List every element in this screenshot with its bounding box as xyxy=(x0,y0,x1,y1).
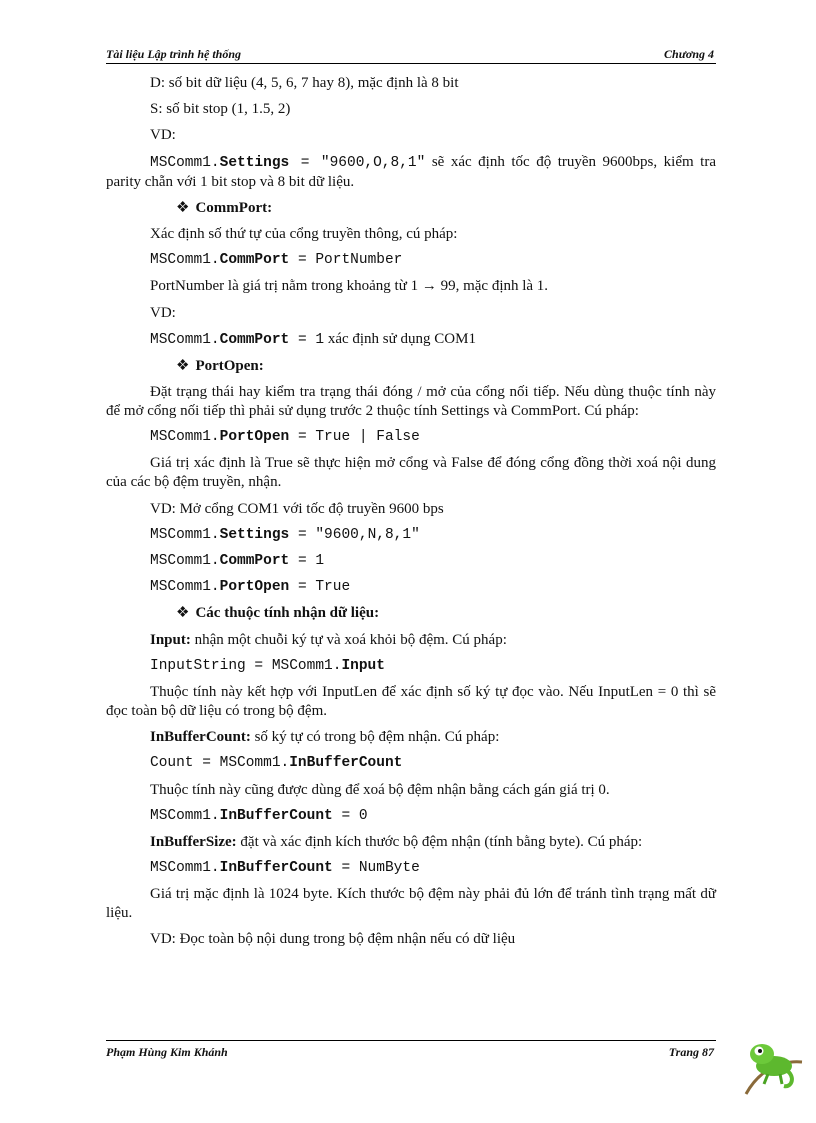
code-line: MSComm1.Settings = "9600,N,8,1" xyxy=(150,526,420,543)
paragraph: S: số bit stop (1, 1.5, 2) xyxy=(150,101,291,118)
gecko-mascot-icon xyxy=(738,1032,808,1102)
paragraph: Thuộc tính này cũng được dùng để xoá bộ đệm nhận bằng cách gán giá trị 0. xyxy=(150,781,610,798)
section-heading: ❖ PortOpen: xyxy=(176,357,264,374)
example-paragraph xyxy=(106,153,716,192)
paragraph: Thuộc tính này kết hợp với InputLen để xác định số ký tự đọc vào. Nếu InputLen = 0 thì sẽ đọc toàn bộ dữ liệu có trong bộ đệm. xyxy=(106,683,716,719)
paragraph: Đặt trạng thái hay kiểm tra trạng thái đóng / mở của cổng nối tiếp. Nếu dùng thuộc tính này để mở cổng nối tiếp thì phải sử dụng trước 2 thuộc tính Settings và CommPort. Cú pháp: xyxy=(106,384,716,420)
code-line: InputString = MSComm1.Input xyxy=(150,657,385,674)
paragraph: PortNumber là giá trị nằm trong khoảng từ 1 → 99, mặc định là 1. xyxy=(150,278,549,295)
paragraph: Xác định số thứ tự của cổng truyền thông, cú pháp: xyxy=(150,225,458,242)
code-object: MSComm1. xyxy=(150,154,220,171)
header-title: Tài liệu Lập trình hệ thống xyxy=(106,47,242,61)
code-value: = "9600,O,8,1" xyxy=(289,154,426,171)
footer-page-number: Trang 87 xyxy=(668,1045,714,1059)
diamond-bullet-icon: ❖ xyxy=(176,199,190,216)
example-paragraph: MSComm1.CommPort = 1 xác định sử dụng COM1 xyxy=(150,330,476,348)
code-line: MSComm1.CommPort = PortNumber xyxy=(150,252,403,269)
code-property: Settings xyxy=(219,154,290,171)
paragraph: VD: xyxy=(150,127,176,144)
page-header xyxy=(106,47,716,64)
code-line: MSComm1.InBufferCount = 0 xyxy=(150,807,368,824)
paragraph: D: số bit dữ liệu (4, 5, 6, 7 hay 8), mặc định là 8 bit xyxy=(150,75,459,91)
paragraph: Giá trị xác định là True sẽ thực hiện mở cổng và False để đóng cổng đồng thời xoá nội dung của các bộ đệm truyền, nhận. xyxy=(106,455,716,491)
footer-author: Phạm Hùng Kim Khánh xyxy=(106,1045,228,1059)
diamond-bullet-icon: ❖ xyxy=(176,357,190,374)
code-line: MSComm1.CommPort = 1 xyxy=(150,553,325,569)
section-heading: ❖ Các thuộc tính nhận dữ liệu: xyxy=(176,605,380,622)
code-line: MSComm1.PortOpen = True | False xyxy=(150,429,420,446)
paragraph: VD: Mở cổng COM1 với tốc độ truyền 9600 bps xyxy=(150,500,444,517)
paragraph: VD: Đọc toàn bộ nội dung trong bộ đệm nhận nếu có dữ liệu xyxy=(150,931,516,948)
example-text: sẽ xác định tốc độ truyền 9600bps, kiểm tra parity chẵn với 1 bit stop và 8 bit dữ liệu. xyxy=(106,153,716,190)
code-line: MSComm1.InBufferCount = NumByte xyxy=(150,860,420,877)
paragraph: Giá trị mặc định là 1024 byte. Kích thước bộ đệm này phải đủ lớn để tránh tình trạng mất dữ liệu. xyxy=(106,886,716,922)
document-body xyxy=(106,74,716,957)
paragraph: Input: nhận một chuỗi ký tự và xoá khỏi bộ đệm. Cú pháp: xyxy=(150,631,507,648)
paragraph: VD: xyxy=(150,304,176,321)
code-line: MSComm1.PortOpen = True xyxy=(150,579,351,596)
section-heading: ❖ CommPort: xyxy=(176,199,273,216)
header-chapter: Chương 4 xyxy=(664,47,714,61)
page-footer xyxy=(106,1040,716,1060)
paragraph: InBufferCount: số ký tự có trong bộ đệm nhận. Cú pháp: xyxy=(150,729,500,746)
diamond-bullet-icon: ❖ xyxy=(176,605,190,622)
code-line: Count = MSComm1.InBufferCount xyxy=(150,755,403,772)
paragraph: InBufferSize: đặt và xác định kích thước bộ đệm nhận (tính bằng byte). Cú pháp: xyxy=(150,833,643,850)
